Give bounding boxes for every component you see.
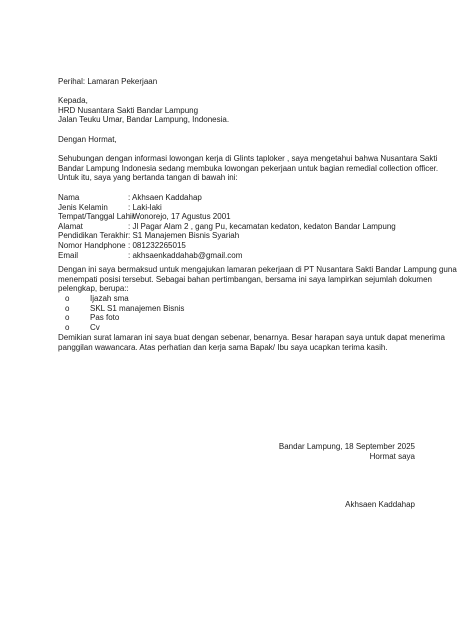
detail-value: : Akhsaen Kaddahap (128, 193, 202, 202)
applicant-details (58, 193, 438, 260)
detail-label: Jenis Kelamin (58, 202, 108, 212)
list-item (58, 294, 438, 304)
recipient-address: Jalan Teuku Umar, Bandar Lampung, Indonesia. (58, 115, 230, 125)
application-line: Dengan ini saya bermaksud untuk mengajukan lamaran pekerjaan di PT Nusantara Sakti Bandar Lampung guna (58, 265, 457, 274)
application-line: pelengkap, berupa:: (58, 284, 129, 294)
detail-label: Tempat/Tanggal Lahir (58, 212, 135, 222)
detail-label: Alamat (58, 221, 83, 231)
detail-row-birth (58, 212, 438, 222)
subject-line (58, 77, 438, 87)
detail-label: Nomor Handphone (58, 240, 126, 250)
bullet-icon: o (65, 322, 70, 332)
detail-value: : 081232265015 (128, 240, 186, 250)
attachment-text: Pas foto (90, 313, 120, 323)
detail-value: : Jl Pagar Alam 2 , gang Pu, kecamatan kedaton, kedaton Bandar Lampung (128, 221, 396, 231)
signature-place-date: Bandar Lampung, 18 September 2025 (278, 442, 415, 451)
detail-row-name (58, 193, 438, 203)
intro-line: Untuk itu, saya yang bertanda tangan di bawah ini: (58, 173, 238, 183)
list-item (58, 313, 438, 323)
detail-row-phone (58, 241, 438, 251)
salutation-text: Dengan Hormat, (58, 135, 117, 144)
salutation (58, 135, 438, 145)
list-item (58, 304, 438, 314)
detail-value: : Laki-laki (128, 202, 162, 212)
detail-label: Pendidikan Terakhir (58, 231, 129, 241)
intro-line: Bandar Lampung Indonesia sedang membuka lowongan pekerjaan untuk bagian remedial collection officer. (58, 163, 439, 173)
detail-row-gender (58, 203, 438, 213)
recipient-block (58, 96, 438, 125)
application-line: menempati posisi tersebut. Sebagai bahan pertimbangan, bersama ini saya lampirkan sejumlah dokumen (58, 274, 432, 284)
detail-value: : akhsaenkaddahab@gmail.com (128, 250, 243, 260)
subject-text: Perihal: Lamaran Pekerjaan (58, 77, 158, 86)
detail-row-address (58, 222, 438, 232)
recipient-company: HRD Nusantara Sakti Bandar Lampung (58, 105, 199, 115)
closing-line: panggilan wawancara. Atas perhatian dan kerja sama Bapak/ Ibu saya ucapkan terima kasih. (58, 342, 388, 352)
closing-line: Demikian surat lamaran ini saya buat dengan sebenar, benarnya. Besar harapan saya untuk dapat menerima (58, 333, 445, 342)
application-paragraph (58, 265, 457, 294)
signature-regards: Hormat saya (369, 452, 415, 461)
detail-value: : S1 Manajemen Bisnis Syariah (128, 231, 240, 241)
recipient-greeting: Kepada, (58, 96, 88, 105)
bullet-icon: o (65, 303, 70, 313)
detail-row-email (58, 251, 438, 261)
detail-label: Nama (58, 193, 80, 202)
closing-paragraph (58, 333, 445, 352)
bullet-icon: o (65, 313, 70, 323)
detail-row-education (58, 231, 438, 241)
attachment-text: SKL S1 manajemen Bisnis (90, 303, 185, 313)
signature-name: Akhsaen Kaddahap (345, 500, 415, 509)
attachment-text: Cv (90, 322, 100, 332)
attachment-list (58, 294, 438, 332)
detail-value: : Wonorejo, 17 Agustus 2001 (128, 212, 231, 222)
intro-paragraph (58, 154, 438, 183)
detail-label: Email (58, 250, 79, 260)
list-item (58, 323, 438, 333)
intro-line: Sehubungan dengan informasi lowongan kerja di Glints taploker , saya mengetahui bahwa Nusantara Sakti (58, 154, 438, 163)
bullet-icon: o (65, 294, 70, 303)
attachment-text: Ijazah sma (90, 294, 129, 303)
